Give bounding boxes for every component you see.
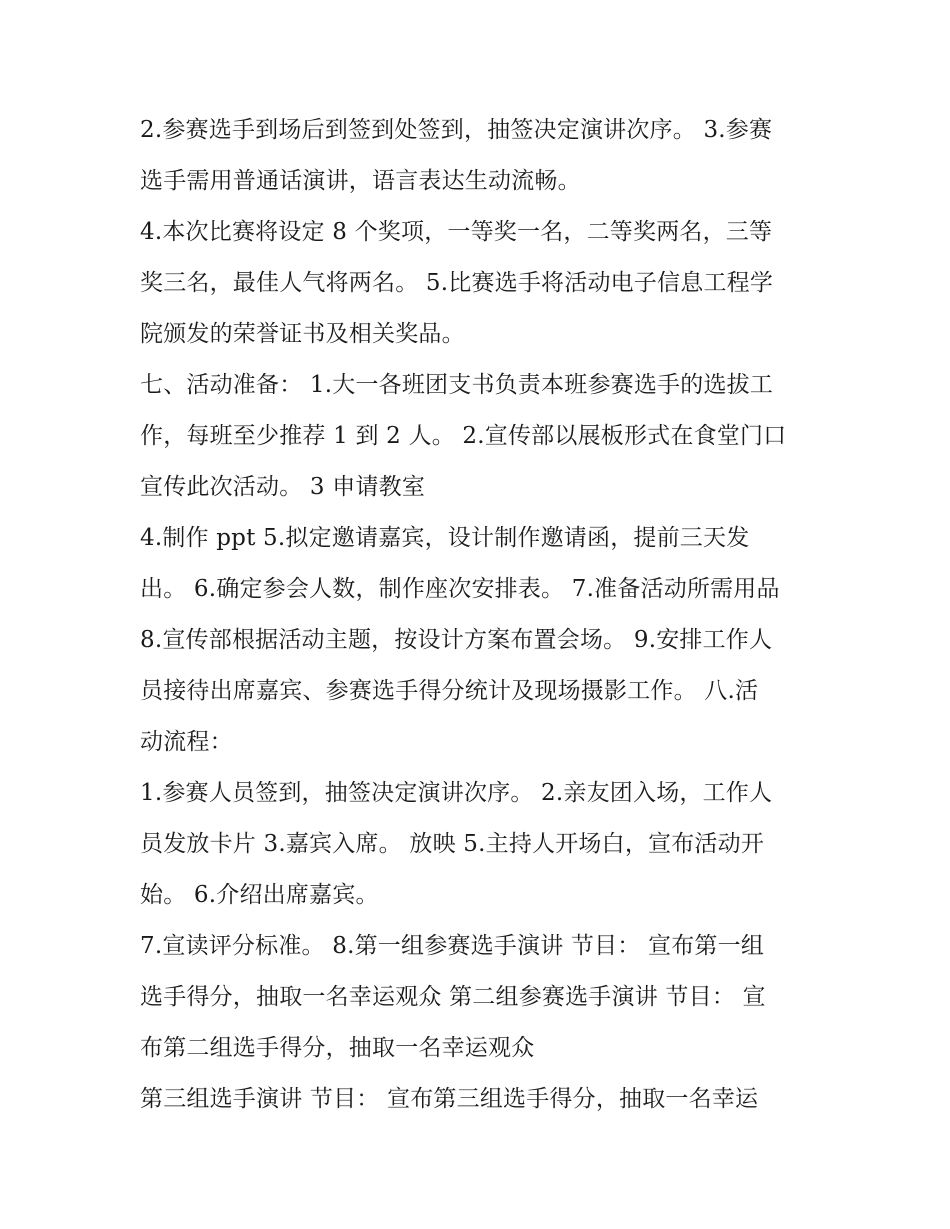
text-line-14: 1.参赛人员签到，抽签决定演讲次序。 2.亲友团入场，工作人 <box>140 780 773 806</box>
text-line-7: 作，每班至少推荐 1 到 2 人。 2.宣传部以展板形式在食堂门口 <box>140 423 787 449</box>
text-line-12: 员接待出席嘉宾、参赛选手得分统计及现场摄影工作。 八.活 <box>140 678 759 704</box>
text-line-3: 4.本次比赛将设定 8 个奖项，一等奖一名，二等奖两名，三等 <box>140 219 773 245</box>
text-line-11: 8.宣传部根据活动主题，按设计方案布置会场。 9.安排工作人 <box>140 627 773 653</box>
text-line-6: 七、活动准备： 1.大一各班团支书负责本班参赛选手的选拔工 <box>140 372 774 398</box>
text-line-18: 选手得分，抽取一名幸运观众 第二组参赛选手演讲 节目： 宣 <box>140 984 766 1010</box>
text-line-19: 布第二组选手得分，抽取一名幸运观众 <box>140 1035 535 1061</box>
text-line-9: 4.制作 ppt 5.拟定邀请嘉宾，设计制作邀请函，提前三天发 <box>140 525 750 551</box>
text-line-15: 员发放卡片 3.嘉宾入席。 放映 5.主持人开场白，宣布活动开 <box>140 831 765 857</box>
text-line-16: 始。 6.介绍出席嘉宾。 <box>140 882 379 908</box>
text-line-8: 宣传此次活动。 3 申请教室 <box>140 474 426 500</box>
text-line-2: 选手需用普通话演讲，语言表达生动流畅。 <box>140 168 581 194</box>
text-line-13: 动流程： <box>140 729 233 755</box>
text-line-5: 院颁发的荣誉证书及相关奖品。 <box>140 321 465 347</box>
text-line-20: 第三组选手演讲 节目： 宣布第三组选手得分，抽取一名幸运 <box>140 1086 759 1112</box>
document-body <box>140 105 830 1125</box>
text-line-17: 7.宣读评分标准。 8.第一组参赛选手演讲 节目： 宣布第一组 <box>140 933 765 959</box>
text-line-1: 2.参赛选手到场后到签到处签到，抽签决定演讲次序。 3.参赛 <box>140 117 773 143</box>
text-line-10: 出。 6.确定参会人数，制作座次安排表。 7.准备活动所需用品 <box>140 576 780 602</box>
text-line-4: 奖三名，最佳人气将两名。 5.比赛选手将活动电子信息工程学 <box>140 270 774 296</box>
